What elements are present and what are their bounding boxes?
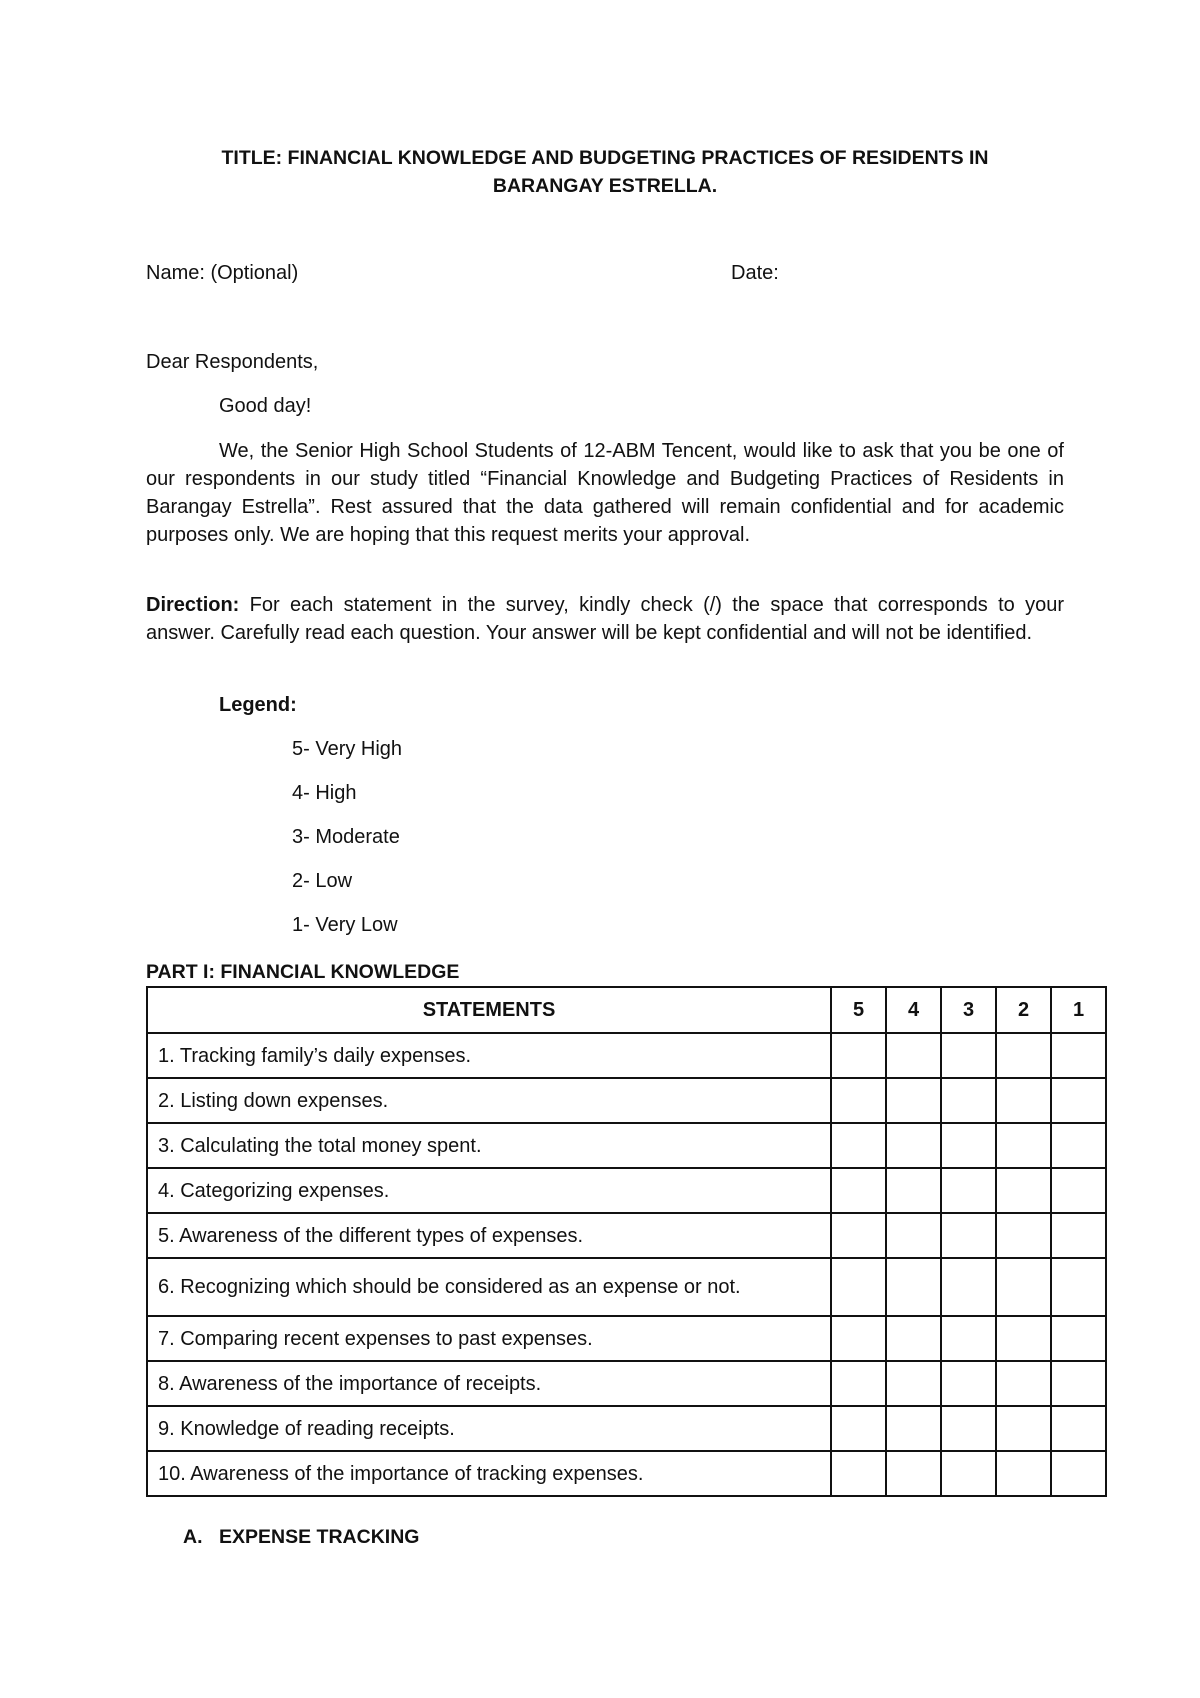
table-row	[147, 1361, 1106, 1406]
name-field-label: Name: (Optional)	[146, 262, 299, 284]
rating-1-checkbox[interactable]	[1051, 1168, 1106, 1213]
rating-1-checkbox[interactable]	[1051, 1316, 1106, 1361]
rating-4-checkbox[interactable]	[886, 1316, 941, 1361]
table-row	[147, 1078, 1106, 1123]
rating-3-checkbox[interactable]	[941, 1123, 996, 1168]
table-header-row	[147, 987, 1106, 1033]
statement-cell: 2. Listing down expenses.	[147, 1078, 831, 1123]
table-row	[147, 1258, 1106, 1316]
section-a-letter: A.	[183, 1526, 203, 1548]
rating-1-checkbox[interactable]	[1051, 1078, 1106, 1123]
direction-paragraph	[146, 591, 1064, 647]
table-row	[147, 1168, 1106, 1213]
salutation: Dear Respondents,	[146, 351, 319, 373]
rating-4-checkbox[interactable]	[886, 1033, 941, 1078]
rating-3-checkbox[interactable]	[941, 1213, 996, 1258]
statement-cell: 10. Awareness of the importance of tracking expenses.	[147, 1451, 831, 1496]
legend-item: 2- Low	[292, 870, 353, 892]
section-a-title: EXPENSE TRACKING	[219, 1526, 420, 1548]
rating-1-checkbox[interactable]	[1051, 1451, 1106, 1496]
part-1-title: PART I: FINANCIAL KNOWLEDGE	[146, 961, 460, 983]
greeting: Good day!	[219, 395, 312, 417]
rating-5-checkbox[interactable]	[831, 1033, 886, 1078]
statement-cell: 3. Calculating the total money spent.	[147, 1123, 831, 1168]
rating-2-checkbox[interactable]	[996, 1316, 1051, 1361]
rating-2-checkbox[interactable]	[996, 1168, 1051, 1213]
rating-1-checkbox[interactable]	[1051, 1258, 1106, 1316]
rating-3-checkbox[interactable]	[941, 1168, 996, 1213]
rating-3-checkbox[interactable]	[941, 1078, 996, 1123]
table-row	[147, 1033, 1106, 1078]
table-row	[147, 1316, 1106, 1361]
section-a-heading	[183, 1524, 419, 1550]
rating-1-checkbox[interactable]	[1051, 1123, 1106, 1168]
rating-1-checkbox[interactable]	[1051, 1033, 1106, 1078]
legend-item: 4- High	[292, 782, 357, 804]
rating-4-checkbox[interactable]	[886, 1451, 941, 1496]
table-row	[147, 1213, 1106, 1258]
rating-4-checkbox[interactable]	[886, 1123, 941, 1168]
statement-cell: 6. Recognizing which should be considered as an expense or not.	[147, 1258, 831, 1316]
statement-cell: 5. Awareness of the different types of expenses.	[147, 1213, 831, 1258]
legend-title: Legend:	[219, 694, 297, 716]
rating-3-checkbox[interactable]	[941, 1406, 996, 1451]
rating-3-checkbox[interactable]	[941, 1033, 996, 1078]
rating-1-checkbox[interactable]	[1051, 1406, 1106, 1451]
rating-4-checkbox[interactable]	[886, 1258, 941, 1316]
rating-5-checkbox[interactable]	[831, 1258, 886, 1316]
statement-cell: 4. Categorizing expenses.	[147, 1168, 831, 1213]
rating-2-checkbox[interactable]	[996, 1123, 1051, 1168]
direction-label: Direction:	[146, 594, 240, 616]
statement-cell: 7. Comparing recent expenses to past expenses.	[147, 1316, 831, 1361]
statement-cell: 9. Knowledge of reading receipts.	[147, 1406, 831, 1451]
rating-2-header: 2	[996, 987, 1051, 1033]
legend-item: 1- Very Low	[292, 914, 398, 936]
rating-3-checkbox[interactable]	[941, 1316, 996, 1361]
rating-2-checkbox[interactable]	[996, 1213, 1051, 1258]
title-line-1: TITLE: FINANCIAL KNOWLEDGE AND BUDGETING PRACTICES OF RESIDENTS IN	[221, 147, 989, 169]
statements-header: STATEMENTS	[147, 987, 831, 1033]
rating-4-checkbox[interactable]	[886, 1168, 941, 1213]
rating-5-checkbox[interactable]	[831, 1451, 886, 1496]
statement-cell: 8. Awareness of the importance of receipts.	[147, 1361, 831, 1406]
rating-5-checkbox[interactable]	[831, 1168, 886, 1213]
rating-5-checkbox[interactable]	[831, 1078, 886, 1123]
letter-body: We, the Senior High School Students of 12-ABM Tencent, would like to ask that you be one of our respondents in our study titled “Financial Knowledge and Budgeting Practices of Residents in Barangay Estrella”. Rest assured that the data gathered will remain confidential and for academic purposes only. We are hoping that this request merits your approval.	[146, 440, 1064, 546]
title-line-2: BARANGAY ESTRELLA.	[492, 175, 718, 197]
rating-2-checkbox[interactable]	[996, 1361, 1051, 1406]
rating-5-header: 5	[831, 987, 886, 1033]
table-row	[147, 1123, 1106, 1168]
rating-5-checkbox[interactable]	[831, 1213, 886, 1258]
rating-1-checkbox[interactable]	[1051, 1361, 1106, 1406]
rating-5-checkbox[interactable]	[831, 1316, 886, 1361]
rating-1-header: 1	[1051, 987, 1106, 1033]
rating-3-header: 3	[941, 987, 996, 1033]
legend-list	[292, 736, 402, 956]
table-row	[147, 1406, 1106, 1451]
statement-cell: 1. Tracking family’s daily expenses.	[147, 1033, 831, 1078]
direction-text: For each statement in the survey, kindly check (/) the space that corresponds to your answer. Carefully read each question. Your answer will be kept confidential and will not be identified.	[146, 594, 1064, 644]
legend-item: 5- Very High	[292, 738, 403, 760]
financial-knowledge-table	[146, 986, 1107, 1497]
rating-4-checkbox[interactable]	[886, 1078, 941, 1123]
rating-4-checkbox[interactable]	[886, 1361, 941, 1406]
rating-1-checkbox[interactable]	[1051, 1213, 1106, 1258]
date-field-label: Date:	[731, 262, 779, 284]
rating-2-checkbox[interactable]	[996, 1033, 1051, 1078]
rating-5-checkbox[interactable]	[831, 1406, 886, 1451]
rating-2-checkbox[interactable]	[996, 1451, 1051, 1496]
document-title	[146, 144, 1064, 200]
rating-3-checkbox[interactable]	[941, 1258, 996, 1316]
rating-3-checkbox[interactable]	[941, 1361, 996, 1406]
legend-item: 3- Moderate	[292, 826, 400, 848]
rating-4-checkbox[interactable]	[886, 1213, 941, 1258]
rating-4-header: 4	[886, 987, 941, 1033]
table-row	[147, 1451, 1106, 1496]
rating-4-checkbox[interactable]	[886, 1406, 941, 1451]
rating-2-checkbox[interactable]	[996, 1258, 1051, 1316]
rating-2-checkbox[interactable]	[996, 1078, 1051, 1123]
rating-3-checkbox[interactable]	[941, 1451, 996, 1496]
rating-5-checkbox[interactable]	[831, 1123, 886, 1168]
rating-2-checkbox[interactable]	[996, 1406, 1051, 1451]
rating-5-checkbox[interactable]	[831, 1361, 886, 1406]
